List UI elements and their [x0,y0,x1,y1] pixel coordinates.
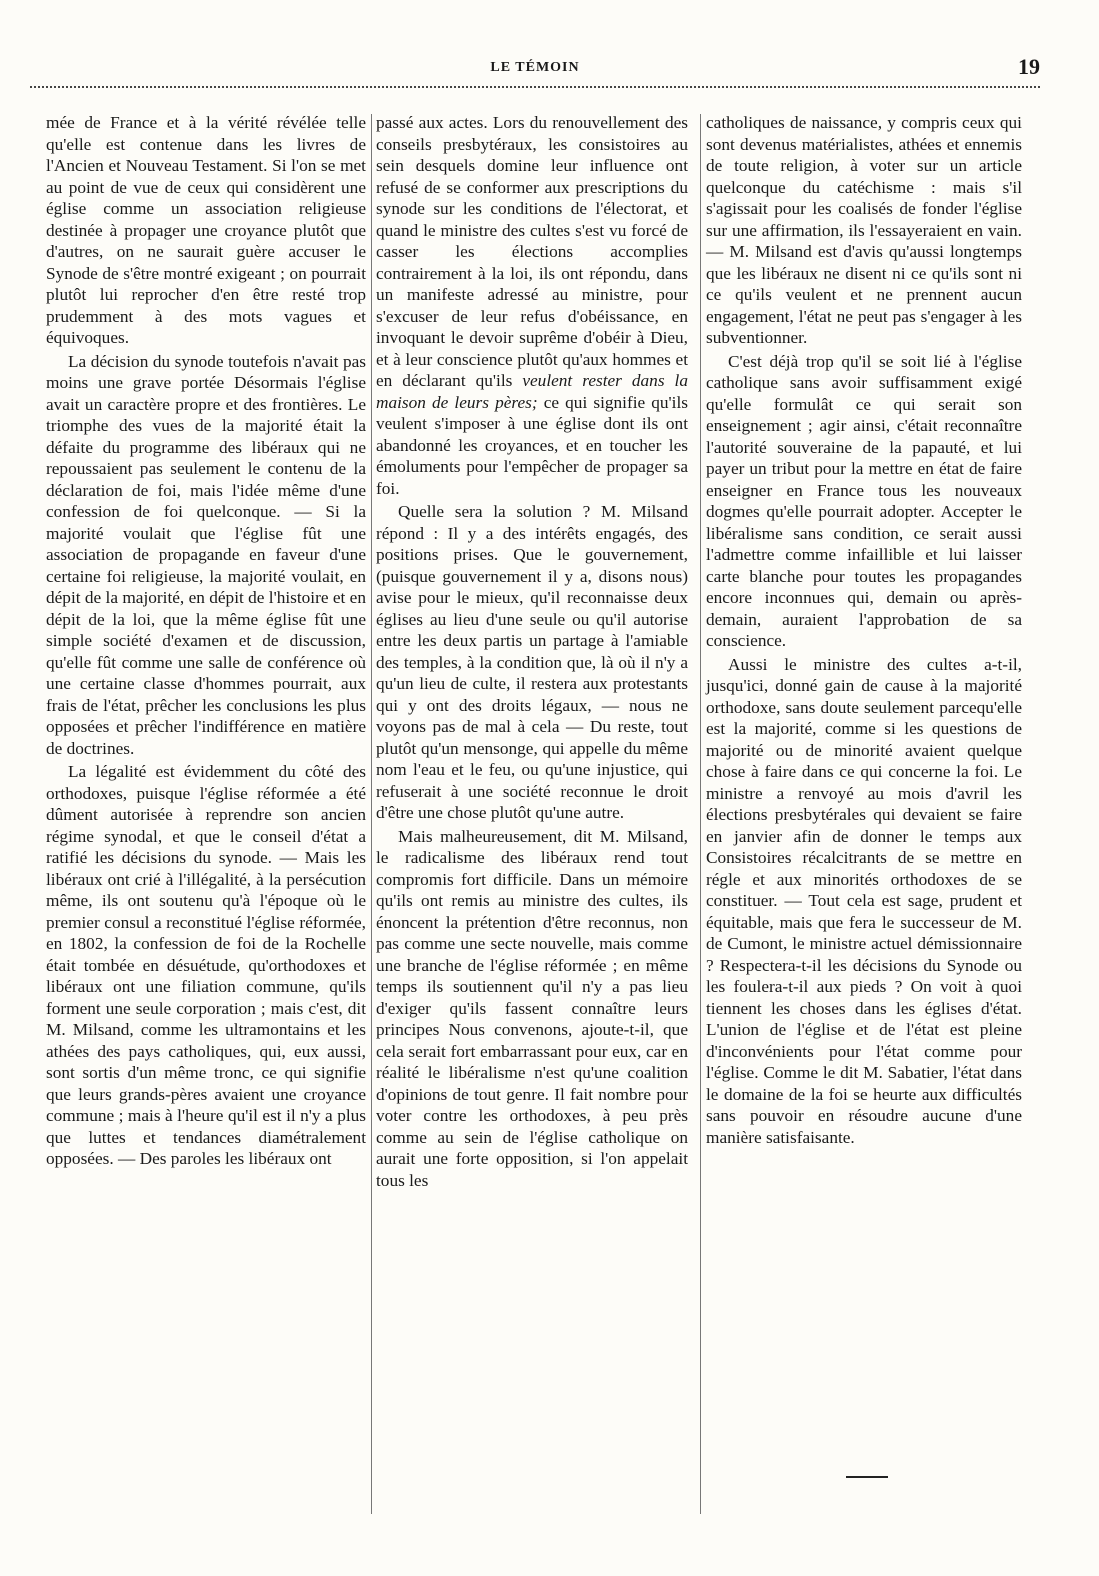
header-rule [30,86,1040,88]
paragraph: La légalité est évidemment du côté des orthodoxes, puisque l'église réformée a été dûment autorisée à reprendre son ancien régime synodal, et que le conseil d'état a ratifié les décisions du synode. — Mais les libéraux ont crié à l'illégalité, à la persécution même, ils ont soutenu qu'à l'époque où le premier consul a reconstitué l'église réformée, en 1802, la confession de foi de la Rochelle était tombée en désuétude, qu'orthodoxes et libéraux ont une filiation commune, qu'ils forment une seule corporation ; mais c'est, dit M. Milsand, comme les ultramontains et les athées des pays catholiques, qui, eux aussi, sont sortis d'un même tronc, ce qui signifie que leurs grands-pères avaient une croyance commune ; mais à l'heure qu'il est il n'y a plus que luttes et tendances diamétralement opposées. — Des paroles les libéraux ont [46,762,366,1168]
paragraph-text: ce qui signifie qu'ils veulent s'imposer à une église dont ils ont abandonné les croyances, et en toucher les émoluments pour l'empêcher de propager sa foi. [376,392,689,498]
paragraph: Aussi le ministre des cultes a-t-il, jusqu'ici, donné gain de cause à la majorité orthodoxe, sans doute seulement parcequ'elle est la majorité, comme si les questions de majorité ou de minorité avaient quelque chose à faire dans ce qui concerne la foi. Le ministre a renvoyé au mois d'avril les élections presbytérales qui devaient se faire en janvier afin de donner le temps aux Consistoires récalcitrants de se mettre en régle et aux minorités orthodoxes de se constituer. — Tout cela est sage, prudent et équitable, mais que fera le successeur de M. de Cumont, le ministre actuel démissionnaire ? Respectera-t-il les décisions du Synode ou les foulera-t-il aux pieds ? On voit à quoi tiennent les choses dans les églises d'état. L'union de l'église et de l'état est pleine d'inconvénients pour l'état comme pour l'église. Comme le dit M. Sabatier, l'état dans le domaine de la foi se heurte aux difficultés sans pouvoir en résoudre aucune d'une manière satisfaisante. [706,654,1022,1147]
paragraph: La décision du synode toutefois n'avait pas moins une grave portée Désormais l'église avait un caractère propre et des frontières. Le triomphe des vues de la majorité était la défaite du programme des libéraux qui ne repoussaient pas seulement le contenu de la déclaration de foi, mais l'idée même d'une confession de foi quelconque. — Si la majorité voulait que l'église fût une association de propagande en faveur d'une certaine foi religieuse, la majorité voulait, en dépit de la majorité, en dépit de l'histoire et en dépit de la loi, que la même église fût une simple société d'examen et de discussion, qu'elle fût comme une salle de conférence où une certaine classe d'hommes pourrait, aux frais de l'état, prêcher les conclusions les plus opposées et prêcher l'indifférence en matière de doctrines. [46,351,366,758]
page-number: 19 [1018,54,1040,79]
paragraph: Mais malheureusement, dit M. Milsand, le radicalisme des libéraux rend tout compromis fort difficile. Dans un mémoire qu'ils ont remis au ministre des cultes, ils énoncent la prétention d'être reconnus, non pas comme une secte nouvelle, mais comme une branche de l'église réformée ; en même temps ils soutiennent qu'il n'y a pas lieu d'exiger qu'ils fassent connaître leurs principes Nous convenons, ajoute-t-il, que cela serait fort embarrassant pour eux, car en réalité le libéralisme n'est qu'une coalition d'opinions de tout genre. Il fait nombre pour voter contre les orthodoxes, à peu près comme au sein de l'église catholique on aurait une forte opposition, si l'on appelait tous les [376,826,688,1190]
paragraph [376,112,688,499]
page-header [30,50,1040,80]
paragraph-text: passé aux actes. Lors du renouvellement des conseils presbytéraux, les consistoires au sein desquels domine leur influence ont refusé de se conformer aux prescriptions du synode sur les conditions de l'électorat, et quand le ministre des cultes s'est vu forcé de casser les élections accomplies contrairement à la loi, ils ont répondu, dans un manifeste adressé au ministre, pour s'excuser de leur refus d'obéissance, en invoquant le devoir suprême d'obéir à Dieu, et à leur conscience plutôt qu'aux hommes et en déclarant qu'ils [376,113,688,390]
paragraph: catholiques de naissance, y compris ceux qui sont devenus matérialistes, athées et ennemis de toute religion, à voter sur un article quelconque du catéchisme : mais s'il s'agissait pour les coalisés de fonder l'église sur une affirmation, ils l'essayeraient en vain. — M. Milsand est d'avis qu'aussi longtemps que les libéraux ne disent ni ce qu'ils sont ni ce qu'ils veulent et ne prennent aucun engagement, l'état ne peut pas s'engager à les subventionner. [706,113,1022,347]
quoted-phrase: veulent rester dans la maison de leurs pères; [376,371,688,412]
text-column-3 [706,112,1022,1148]
article-end-rule [846,1476,888,1478]
running-title: LE TÉMOIN [490,60,580,75]
paragraph: C'est déjà trop qu'il se soit lié à l'église catholique sans avoir suffisamment exigé qu'elle formulât ce qui serait son enseignement ; agir ainsi, c'était reconnaître l'autorité souveraine de la papauté, et lui payer un tribut pour la mettre en état de faire enseigner en France tous les nouveaux dogmes qu'elle pourrait adopter. Accepter le libéralisme sans condition, ce serait aussi l'admettre comme infaillible et lui laisser carte blanche pour toutes les propagandes encore inconnues qui, demain ou après-demain, auraient l'approbation de sa conscience. [706,351,1022,650]
text-column-2 [376,112,688,1191]
column-divider [700,114,701,1514]
column-divider [371,114,372,1514]
paragraph: mée de France et à la vérité révélée telle qu'elle est contenue dans les livres de l'Ancien et Nouveau Testament. Si l'on se met au point de vue de ceux qui considèrent une église comme un association religieuse destinée à propager une croyance plutôt que d'autres, on ne saurait guère accuser le Synode de s'être montré exigeant ; on pourrait plutôt lui reprocher d'en être resté trop prudemment à des mots vagues et équivoques. [46,113,366,347]
text-column-1 [46,112,366,1170]
paragraph: Quelle sera la solution ? M. Milsand répond : Il y a des intérêts engagés, des positions prises. Que le gouvernement, (puisque gouvernement il y a, disons nous) avise pour le mieux, qu'il reconnaisse deux églises au lieu d'une seule ou qu'il autorise entre les deux partis un partage à l'amiable des temples, à la condition que, là où il n'y a qu'un lieu de culte, il restera aux protestants qui y ont des droits légaux, — nous ne voyons pas de mal à cela — Du reste, tout plutôt qu'un mensonge, qui appelle du même nom l'eau et le feu, ou qu'une injustice, qui refuserait à une société reconnue le droit d'être une chose plutôt qu'une autre. [376,502,688,822]
